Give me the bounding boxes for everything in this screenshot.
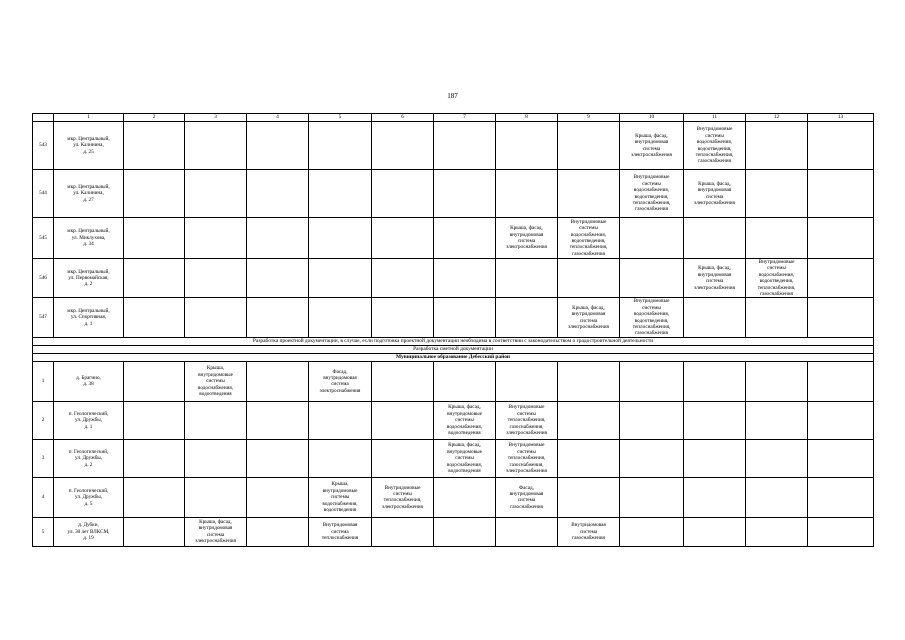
address-cell: д. Дубки, ул. 30 лет ВЛКСМ, д. 19 (54, 517, 124, 546)
header-blank-cell (33, 114, 54, 122)
table-row (33, 122, 874, 170)
work-cell (372, 259, 434, 298)
work-cell (372, 439, 434, 477)
work-cell: Крыша, фасад, внутридомовая система электроснабжения (684, 259, 746, 298)
work-cell (808, 517, 874, 546)
work-cell (247, 477, 309, 517)
work-cell (808, 477, 874, 517)
work-cell: Крыша, фасад, внутридомовая система электроснабжения (620, 122, 684, 170)
work-cell (620, 517, 684, 546)
work-cell: Крыша, фасад, внутридомовые системы водоснабжения, водоотведения (434, 439, 496, 477)
work-cell (309, 439, 372, 477)
work-cell (434, 259, 496, 298)
work-cell: Внутридомовые системы водоснабжения, водоотведения, теплоснабжения, газоснабжения (684, 122, 746, 170)
work-cell (309, 401, 372, 439)
column-number-cell: 4 (247, 114, 309, 122)
work-cell: Фасад, внутридомовая система электроснабжения (309, 361, 372, 401)
work-cell (185, 439, 247, 477)
work-cell (372, 361, 434, 401)
table-row (33, 298, 874, 337)
work-cell: Крыша, фасад, внутридомовые системы водоснабжения, водоотведения (434, 401, 496, 439)
work-cell (808, 218, 874, 259)
row-number-cell: 545 (33, 218, 54, 259)
work-cell: Внутридомовые системы теплоснабжения, электроснабжения (372, 477, 434, 517)
column-number-cell: 12 (746, 114, 808, 122)
row-number-cell: 5 (33, 517, 54, 546)
row-number-cell: 544 (33, 170, 54, 218)
work-cell (247, 439, 309, 477)
work-cell (620, 361, 684, 401)
work-cell: Фасад, внутридомовая система газоснабжения (496, 477, 558, 517)
work-cell (124, 517, 185, 546)
work-cell (620, 439, 684, 477)
work-cell (372, 170, 434, 218)
table-row (33, 477, 874, 517)
work-cell: Крыша, фасад, внутридомовая система электроснабжения (496, 218, 558, 259)
work-cell (684, 401, 746, 439)
work-cell (247, 170, 309, 218)
work-cell (620, 401, 684, 439)
address-cell: мкр. Центральный, ул. Спортивная, д. 1 (54, 298, 124, 337)
work-cell (372, 517, 434, 546)
address-cell: д. Брагино, д. 38 (54, 361, 124, 401)
work-cell (247, 259, 309, 298)
work-cell (372, 218, 434, 259)
work-cell: Внутридомовые системы теплоснабжения, газоснабжения, электроснабжения (496, 439, 558, 477)
work-cell (247, 517, 309, 546)
work-cell (558, 259, 620, 298)
row-number-cell: 543 (33, 122, 54, 170)
work-cell (558, 439, 620, 477)
work-cell (434, 298, 496, 337)
work-cell (558, 401, 620, 439)
work-cell (434, 517, 496, 546)
work-cell (372, 122, 434, 170)
row-number-cell: 4 (33, 477, 54, 517)
work-cell (124, 401, 185, 439)
work-cell: Внутридомовые системы теплоснабжения, газоснабжения, электроснабжения (496, 401, 558, 439)
section-row (33, 353, 874, 361)
section-heading: Разработка сметной документации (33, 345, 874, 353)
work-cell (124, 361, 185, 401)
table-row (33, 170, 874, 218)
work-cell (247, 361, 309, 401)
work-cell (496, 298, 558, 337)
table-row (33, 401, 874, 439)
work-cell: Крыша, внутридомовые системы водоснабжения, водоотведения (185, 361, 247, 401)
work-cell (124, 477, 185, 517)
work-cell (808, 259, 874, 298)
work-cell (746, 122, 808, 170)
work-cell (808, 439, 874, 477)
column-number-cell: 8 (496, 114, 558, 122)
work-cell (247, 218, 309, 259)
work-cell (620, 218, 684, 259)
work-cell (558, 361, 620, 401)
work-cell (309, 298, 372, 337)
work-cell (124, 218, 185, 259)
work-cell: Внутридомовые системы водоснабжения, водоотведения, теплоснабжения, газоснабжения (620, 170, 684, 218)
work-cell: Внутридомовые системы водоснабжения, водоотведения, теплоснабжения, газоснабжения (746, 259, 808, 298)
work-cell (247, 401, 309, 439)
work-cell (434, 218, 496, 259)
table-row (33, 218, 874, 259)
work-cell (496, 259, 558, 298)
work-cell (496, 170, 558, 218)
work-cell: Крыша, фасад, внутридомовая система электроснабжения (558, 298, 620, 337)
column-number-cell: 1 (54, 114, 124, 122)
row-number-cell: 547 (33, 298, 54, 337)
work-cell (808, 298, 874, 337)
work-cell: Крыша, фасад, внутридомовая система электроснабжения (185, 517, 247, 546)
work-cell (558, 477, 620, 517)
column-number-row (33, 114, 874, 122)
column-number-cell: 13 (808, 114, 874, 122)
work-cell (684, 218, 746, 259)
work-cell (185, 259, 247, 298)
work-cell (185, 477, 247, 517)
section-row (33, 345, 874, 353)
work-cell (496, 361, 558, 401)
row-number-cell: 3 (33, 439, 54, 477)
column-number-cell: 9 (558, 114, 620, 122)
work-cell (684, 477, 746, 517)
work-cell (620, 477, 684, 517)
table-row (33, 259, 874, 298)
work-cell (185, 170, 247, 218)
repair-schedule-table (32, 113, 874, 547)
address-cell: мкр. Центральный, ул. Миклухова, д. 34 (54, 218, 124, 259)
work-cell (808, 401, 874, 439)
work-cell (496, 122, 558, 170)
work-cell (309, 122, 372, 170)
work-cell: Внутридомовая система газоснабжения (558, 517, 620, 546)
work-cell (372, 298, 434, 337)
work-cell (684, 361, 746, 401)
work-cell (620, 259, 684, 298)
work-cell: Внутридомовые системы водоснабжения, водоотведения, теплоснабжения, газоснабжения (558, 218, 620, 259)
work-cell (372, 401, 434, 439)
work-cell: Крыша, фасад, внутридомовая система электроснабжения (684, 170, 746, 218)
column-number-cell: 6 (372, 114, 434, 122)
section-heading: Разработка проектной документации, в случае, если подготовка проектной документации необходима в соответствии с законодательством о градостроительной деятельности (33, 337, 874, 345)
column-number-cell: 2 (124, 114, 185, 122)
work-cell (808, 170, 874, 218)
column-number-cell: 11 (684, 114, 746, 122)
column-number-cell: 10 (620, 114, 684, 122)
table-row (33, 439, 874, 477)
section-heading: Муниципальное образование Дебесский район (33, 353, 874, 361)
work-cell (746, 218, 808, 259)
work-cell (434, 477, 496, 517)
table-row (33, 361, 874, 401)
work-cell (746, 477, 808, 517)
work-cell (496, 517, 558, 546)
address-cell: п. Геологический, ул. Дружбы, д. 2 (54, 439, 124, 477)
work-cell (684, 298, 746, 337)
address-cell: п. Геологический, ул. Дружбы, д. 5 (54, 477, 124, 517)
work-cell (746, 439, 808, 477)
work-cell (185, 122, 247, 170)
column-number-cell: 5 (309, 114, 372, 122)
column-number-cell: 7 (434, 114, 496, 122)
row-number-cell: 546 (33, 259, 54, 298)
work-cell (124, 170, 185, 218)
work-cell: Крыша, внутридомовые системы водоснабжения, водоотведения (309, 477, 372, 517)
work-cell (309, 259, 372, 298)
work-cell (124, 122, 185, 170)
section-row (33, 337, 874, 345)
work-cell (247, 298, 309, 337)
work-cell (124, 259, 185, 298)
work-cell (434, 361, 496, 401)
work-cell (746, 401, 808, 439)
row-number-cell: 1 (33, 361, 54, 401)
address-cell: п. Геологический, ул. Дружбы, д. 1 (54, 401, 124, 439)
work-cell (185, 298, 247, 337)
work-cell (684, 439, 746, 477)
table-row (33, 517, 874, 546)
work-cell (124, 439, 185, 477)
address-cell: мкр. Центральный, ул. Калинина, д. 27 (54, 170, 124, 218)
row-number-cell: 2 (33, 401, 54, 439)
address-cell: мкр. Центральный, ул. Калинина, д. 25 (54, 122, 124, 170)
work-cell (746, 170, 808, 218)
work-cell (558, 122, 620, 170)
page-number: 187 (447, 92, 458, 100)
work-cell (558, 170, 620, 218)
address-cell: мкр. Центральный, ул. Первомайская, д. 2 (54, 259, 124, 298)
work-cell (247, 122, 309, 170)
work-cell (124, 298, 185, 337)
work-cell (185, 218, 247, 259)
work-cell (185, 401, 247, 439)
work-cell (309, 170, 372, 218)
work-cell (309, 218, 372, 259)
work-cell: Внутридомовые системы водоснабжения, водоотведения, теплоснабжения, газоснабжения (620, 298, 684, 337)
column-number-cell: 3 (185, 114, 247, 122)
work-cell: Внутридомовая система теплоснабжения (309, 517, 372, 546)
work-cell (808, 122, 874, 170)
work-cell (746, 298, 808, 337)
work-cell (746, 361, 808, 401)
work-cell (746, 517, 808, 546)
work-cell (808, 361, 874, 401)
work-cell (684, 517, 746, 546)
work-cell (434, 170, 496, 218)
work-cell (434, 122, 496, 170)
